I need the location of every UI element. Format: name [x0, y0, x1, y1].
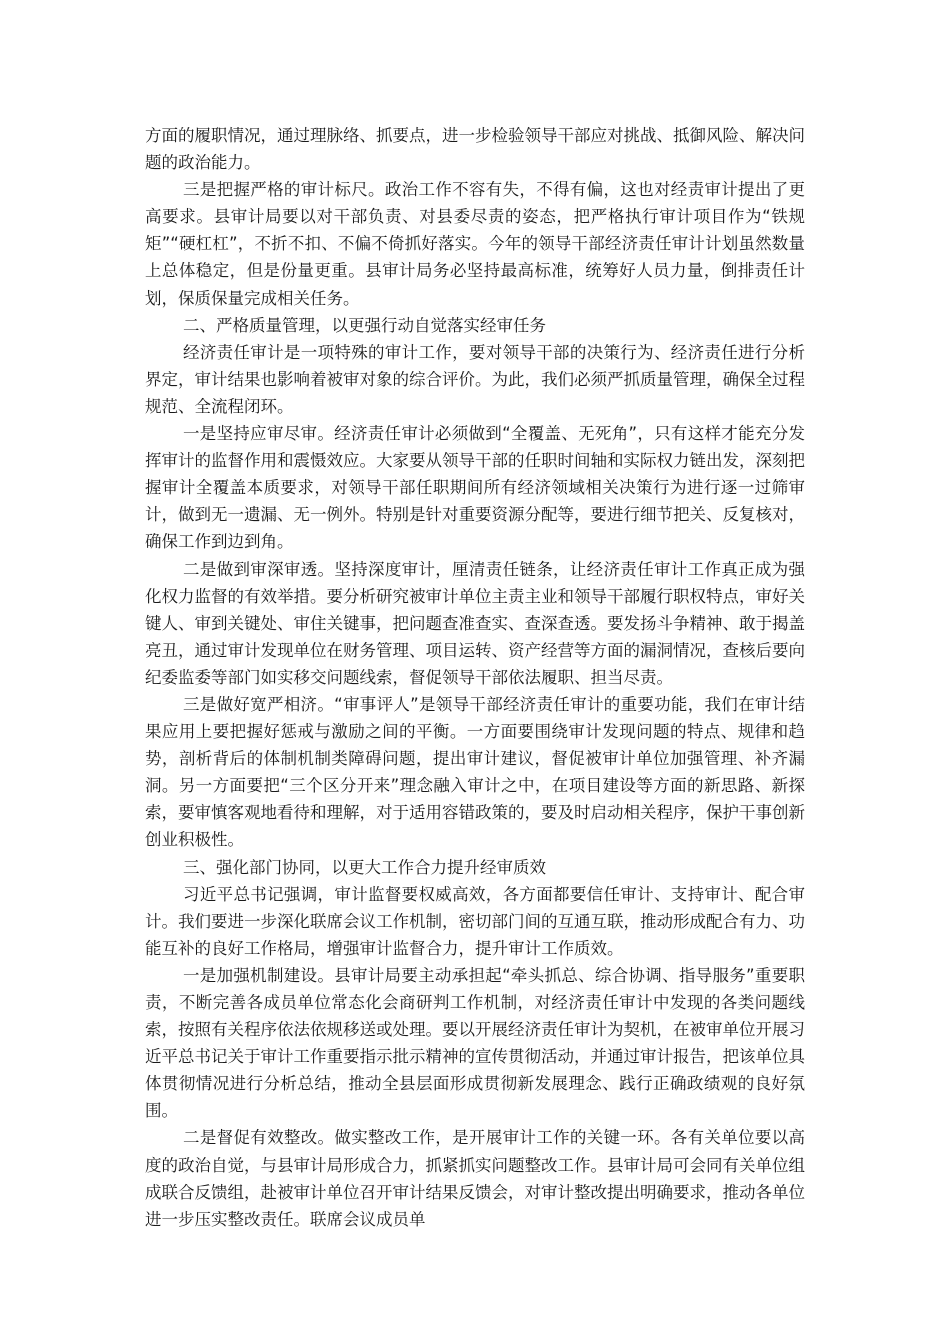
paragraph: 三是把握严格的审计标尺。政治工作不容有失，不得有偏，这也对经责审计提出了更高要求。县审计局要以对干部负责、对县委尽责的姿态，把严格执行审计项目作为“铁规矩”“硬杠杠”，不折不扣、不偏不倚抓好落实。今年的领导干部经济责任审计计划虽然数量上总体稳定，但是份量更重。县审计局务必坚持最高标准，统筹好人员力量，倒排责任计划，保质保量完成相关任务。 — [145, 180, 805, 308]
document-body — [145, 122, 805, 1233]
section-heading: 二、严格质量管理，以更强行动自觉落实经审任务 — [183, 315, 546, 335]
paragraph: 习近平总书记强调，审计监督要权威高效，各方面都要信任审计、支持审计、配合审计。我们要进一步深化联席会议工作机制，密切部门间的互通互联，推动形成配合有力、功能互补的良好工作格局，增强审计监督合力，提升审计工作质效。 — [145, 884, 805, 958]
paragraph: 一是坚持应审尽审。经济责任审计必须做到“全覆盖、无死角”，只有这样才能充分发挥审计的监督作用和震慑效应。大家要从领导干部的任职时间轴和实际权力链出发，深刻把握审计全覆盖本质要求，对领导干部任职期间所有经济领域相关决策行为进行逐一过筛审计，做到无一遗漏、无一例外。特别是针对重要资源分配等，要进行细节把关、反复核对，确保工作到边到角。 — [145, 424, 805, 552]
paragraph: 三是做好宽严相济。“审事评人”是领导干部经济责任审计的重要功能，我们在审计结果应用上要把握好惩戒与激励之间的平衡。一方面要围绕审计发现问题的特点、规律和趋势，剖析背后的体制机制类障碍问题，提出审计建议，督促被审计单位加强管理、补齐漏洞。另一方面要把“三个区分开来”理念融入审计之中，在项目建设等方面的新思路、新探索，要审慎客观地看待和理解，对于适用容错政策的，要及时启动相关程序，保护干事创新创业积极性。 — [145, 694, 805, 850]
section-heading: 三、强化部门协同，以更大工作合力提升经审质效 — [183, 857, 546, 877]
paragraph: 一是加强机制建设。县审计局要主动承担起“牵头抓总、综合协调、指导服务”重要职责，不断完善各成员单位常态化会商研判工作机制，对经济责任审计中发现的各类问题线索，按照有关程序依法依规移送或处理。要以开展经济责任审计为契机，在被审单位开展习近平总书记关于审计工作重要指示批示精神的宣传贯彻活动，并通过审计报告，把该单位具体贯彻情况进行分析总结，推动全县层面形成贯彻新发展理念、践行正确政绩观的良好氛围。 — [145, 965, 805, 1121]
paragraph: 方面的履职情况，通过理脉络、抓要点，进一步检验领导干部应对挑战、抵御风险、解决问题的政治能力。 — [145, 126, 805, 173]
paragraph: 二是做到审深审透。坚持深度审计，厘清责任链条，让经济责任审计工作真正成为强化权力监督的有效举措。要分析研究被审计单位主责主业和领导干部履行职权特点，审好关键人、审到关键处、审住关键事，把问题查准查实、查深查透。要发扬斗争精神、敢于揭盖亮丑，通过审计发现单位在财务管理、项目运转、资产经营等方面的漏洞情况，查核后要向纪委监委等部门如实移交问题线索，督促领导干部依法履职、担当尽责。 — [145, 559, 805, 687]
paragraph: 二是督促有效整改。做实整改工作，是开展审计工作的关键一环。各有关单位要以高度的政治自觉，与县审计局形成合力，抓紧抓实问题整改工作。县审计局可会同有关单位组成联合反馈组，赴被审计单位召开审计结果反馈会，对审计整改提出明确要求，推动各单位进一步压实整改责任。联席会议成员单 — [145, 1128, 805, 1229]
paragraph: 经济责任审计是一项特殊的审计工作，要对领导干部的决策行为、经济责任进行分析界定，审计结果也影响着被审对象的综合评价。为此，我们必须严抓质量管理，确保全过程规范、全流程闭环。 — [145, 342, 805, 416]
